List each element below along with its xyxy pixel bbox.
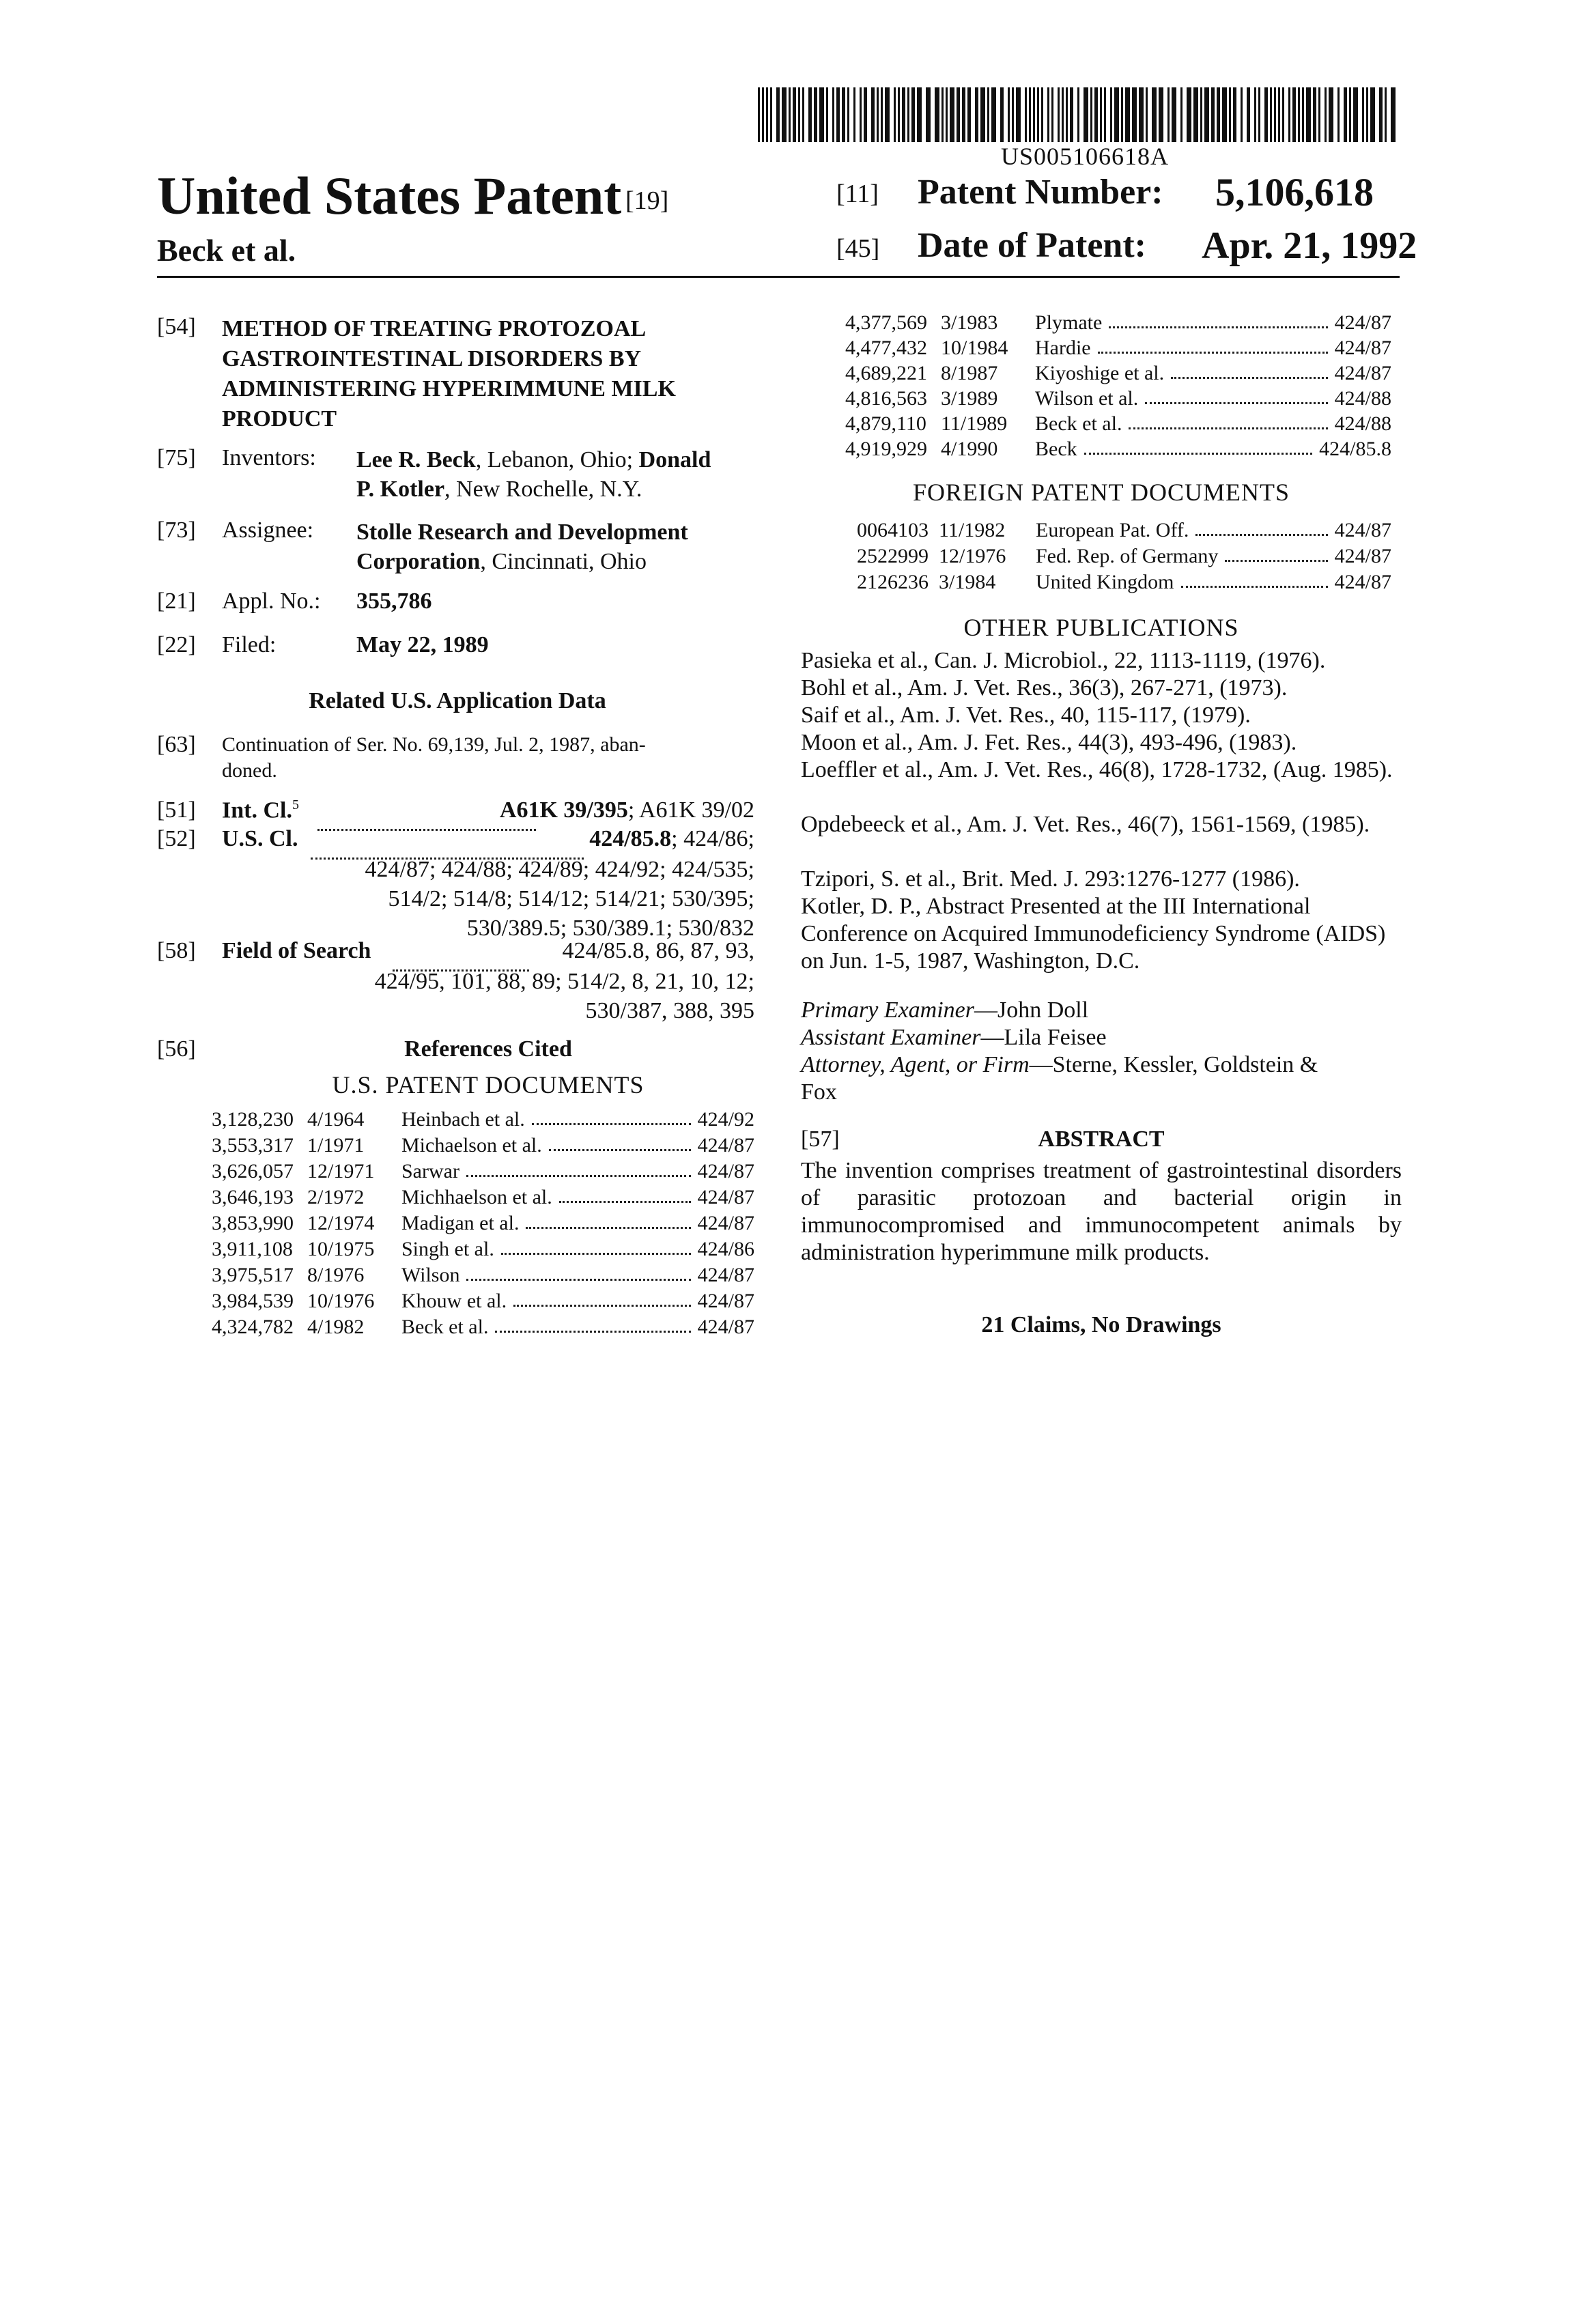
int-cl-code: [51] xyxy=(157,797,196,823)
barcode-bar xyxy=(789,87,791,142)
filed-code: [22] xyxy=(157,632,196,657)
reference-name: Beck xyxy=(1035,438,1077,460)
reference-class: 424/87 xyxy=(697,1290,754,1312)
reference-number: 4,816,563 xyxy=(845,387,927,410)
int-cl-row: Int. Cl.$^5$ A61K 39/395; A61K 39/02 xyxy=(222,797,754,823)
reference-date: 12/1976 xyxy=(939,545,1006,567)
reference-date: 3/1989 xyxy=(941,387,998,410)
reference-number: 3,128,230 xyxy=(212,1108,294,1131)
barcode-bar xyxy=(1104,87,1106,142)
reference-row xyxy=(212,1264,754,1291)
barcode-bar xyxy=(1077,87,1079,142)
barcode-bar xyxy=(898,87,900,142)
reference-date: 1/1971 xyxy=(307,1134,365,1157)
reference-name: Heinbach et al. xyxy=(401,1108,525,1131)
leader-dots xyxy=(466,1264,691,1281)
publication: Tzipori, S. et al., Brit. Med. J. 293:1276-1277 (1986). xyxy=(801,866,1300,892)
refs-code: [56] xyxy=(157,1036,196,1062)
reference-name: Sarwar xyxy=(401,1160,459,1182)
barcode-bar xyxy=(1366,87,1368,142)
barcode-bar xyxy=(1008,87,1010,142)
barcode-bar xyxy=(1282,87,1284,142)
invention-title-line: METHOD OF TREATING PROTOZOAL xyxy=(222,316,647,341)
reference-number: 2126236 xyxy=(857,571,929,593)
reference-number: 4,377,569 xyxy=(845,311,927,334)
barcode-bar xyxy=(1016,87,1021,142)
publication: Bohl et al., Am. J. Vet. Res., 36(3), 267-271, (1973). xyxy=(801,675,1288,700)
barcode-bar xyxy=(1167,87,1170,142)
reference-class: 424/87 xyxy=(697,1316,754,1338)
assignee-label: Assignee: xyxy=(222,518,314,543)
reference-name: Khouw et al. xyxy=(401,1290,507,1312)
patent-title: United States Patent xyxy=(157,166,622,225)
reference-date: 12/1974 xyxy=(307,1212,375,1234)
abstract-text: The invention comprises treatment of gastrointestinal disorders of parasitic protozoan and bacterial origin in immunocompromised and immunocompetent animals by administration hyperimmune milk products. xyxy=(801,1158,1402,1265)
barcode-bar xyxy=(793,87,796,142)
reference-number: 3,911,108 xyxy=(212,1238,293,1260)
barcode-bar xyxy=(1041,87,1043,142)
barcode-bar xyxy=(991,87,996,142)
barcode-bar xyxy=(1370,87,1375,142)
barcode-bar xyxy=(1247,87,1250,142)
barcode-bar xyxy=(776,87,780,142)
barcode-bar xyxy=(1385,87,1387,142)
barcode-bar xyxy=(1187,87,1191,142)
barcode-bar xyxy=(1222,87,1227,142)
barcode-bar xyxy=(1172,87,1176,142)
barcode-bar xyxy=(917,87,922,142)
barcode-bar xyxy=(1337,87,1340,142)
reference-row xyxy=(212,1316,754,1343)
reference-number: 3,646,193 xyxy=(212,1186,294,1208)
reference-name: Wilson et al. xyxy=(1035,387,1139,410)
leader-dots xyxy=(1098,337,1328,354)
reference-row xyxy=(845,362,1391,389)
assignee-code: [73] xyxy=(157,518,196,543)
primary-examiner: Primary Examiner—John Doll xyxy=(801,997,1089,1023)
barcode-bar xyxy=(1325,87,1327,142)
barcode-bar xyxy=(1146,87,1148,142)
reference-number: 3,984,539 xyxy=(212,1290,294,1312)
invention-title-line: GASTROINTESTINAL DISORDERS BY xyxy=(222,346,642,371)
reference-row xyxy=(845,337,1391,364)
us-cl-code: [52] xyxy=(157,826,196,851)
reference-row xyxy=(212,1212,754,1239)
barcode-bar xyxy=(967,87,971,142)
reference-name: Hardie xyxy=(1035,337,1091,359)
barcode-bar xyxy=(1270,87,1272,142)
barcode-bar xyxy=(1047,87,1049,142)
barcode-bar xyxy=(814,87,817,142)
other-heading: OTHER PUBLICATIONS xyxy=(963,614,1239,641)
barcode-bar xyxy=(1264,87,1268,142)
date-code: [45] xyxy=(836,234,880,263)
reference-name: Singh et al. xyxy=(401,1238,494,1260)
assistant-examiner: Assistant Examiner—Lila Feisee xyxy=(801,1025,1107,1050)
leader-dots xyxy=(495,1316,691,1333)
reference-name: Beck et al. xyxy=(401,1316,489,1338)
barcode-bar xyxy=(871,87,875,142)
reference-class: 424/87 xyxy=(1334,337,1391,359)
reference-name: European Pat. Off. xyxy=(1036,519,1189,541)
barcode-bar xyxy=(950,87,954,142)
refs-heading: References Cited xyxy=(404,1036,572,1062)
patent-number: 5,106,618 xyxy=(1215,170,1374,214)
filed-label: Filed: xyxy=(222,632,277,657)
reference-date: 8/1976 xyxy=(307,1264,365,1286)
barcode-bar xyxy=(762,87,764,142)
barcode-bar xyxy=(1033,87,1035,142)
reference-row xyxy=(212,1108,754,1135)
barcode-bar xyxy=(1094,87,1098,142)
leader-dots xyxy=(466,1160,691,1177)
barcode-bar xyxy=(1200,87,1202,142)
reference-row xyxy=(845,438,1391,465)
reference-row xyxy=(212,1290,754,1317)
related-heading: Related U.S. Application Data xyxy=(309,688,606,713)
leader-dots xyxy=(1225,545,1328,562)
barcode-bar xyxy=(1211,87,1215,142)
reference-number: 3,553,317 xyxy=(212,1134,294,1157)
field-search-code: [58] xyxy=(157,938,196,963)
barcode-bar xyxy=(877,87,879,142)
barcode-bar xyxy=(758,87,760,142)
barcode-bar xyxy=(980,87,985,142)
barcode-bar xyxy=(864,87,867,142)
reference-class: 424/86 xyxy=(697,1238,754,1260)
barcode-bar xyxy=(770,87,772,142)
reference-number: 3,975,517 xyxy=(212,1264,294,1286)
barcode-bar xyxy=(926,87,931,142)
reference-name: Plymate xyxy=(1035,311,1103,334)
barcode-bar xyxy=(987,87,989,142)
reference-number: 4,879,110 xyxy=(845,412,926,435)
barcode-bar xyxy=(819,87,824,142)
barcode-bar xyxy=(1152,87,1157,142)
reference-date: 11/1989 xyxy=(941,412,1008,435)
reference-date: 4/1982 xyxy=(307,1316,365,1338)
barcode-bar xyxy=(1233,87,1236,142)
barcode-bar xyxy=(1000,87,1004,142)
attorney: Attorney, Agent, or Firm—Sterne, Kessler, Goldstein & Fox xyxy=(801,1052,1318,1105)
barcode-bar xyxy=(798,87,800,142)
barcode-bar xyxy=(836,87,840,142)
barcode-bar xyxy=(1344,87,1347,142)
reference-number: 3,853,990 xyxy=(212,1212,294,1234)
reference-class: 424/88 xyxy=(1334,412,1391,435)
reference-number: 4,324,782 xyxy=(212,1316,294,1338)
related-text: Continuation of Ser. No. 69,139, Jul. 2, 1987, aban- doned. xyxy=(222,733,646,782)
patent-number-label: Patent Number: xyxy=(918,173,1163,212)
title-field-code: [54] xyxy=(157,314,196,339)
reference-class: 424/88 xyxy=(1334,387,1391,410)
reference-number: 4,919,929 xyxy=(845,438,927,460)
barcode-bar xyxy=(1379,87,1383,142)
invention-title xyxy=(222,314,754,434)
reference-name: Michaelson et al. xyxy=(401,1134,542,1157)
reference-name: Wilson xyxy=(401,1264,460,1286)
reference-date: 10/1984 xyxy=(941,337,1008,359)
reference-class: 424/87 xyxy=(1334,311,1391,334)
reference-date: 10/1976 xyxy=(307,1290,375,1312)
reference-name: Kiyoshige et al. xyxy=(1035,362,1165,384)
leader-dots xyxy=(559,1186,691,1203)
barcode-bar xyxy=(1139,87,1144,142)
reference-row xyxy=(212,1160,754,1187)
barcode-bar xyxy=(1329,87,1333,142)
barcode-bar xyxy=(1132,87,1137,142)
inventors-code: [75] xyxy=(157,445,196,470)
publication: Loeffler et al., Am. J. Vet. Res., 46(8), 1728-1732, (Aug. 1985). xyxy=(801,757,1393,782)
us-docs-heading: U.S. PATENT DOCUMENTS xyxy=(332,1071,645,1099)
publication: Opdebeeck et al., Am. J. Vet. Res., 46(7), 1561-1569, (1985). xyxy=(801,812,1370,837)
reference-date: 11/1982 xyxy=(939,519,1006,541)
reference-class: 424/87 xyxy=(697,1160,754,1182)
barcode-bar xyxy=(1070,87,1073,142)
barcode-bar xyxy=(832,87,834,142)
barcode-number: US005106618A xyxy=(1001,143,1170,170)
reference-class: 424/87 xyxy=(1334,362,1391,384)
barcode-bar xyxy=(1051,87,1053,142)
reference-class: 424/85.8 xyxy=(1319,438,1391,460)
reference-class: 424/92 xyxy=(697,1108,754,1131)
reference-name: Beck et al. xyxy=(1035,412,1122,435)
barcode-bar xyxy=(766,87,768,142)
barcode-bar xyxy=(975,87,978,142)
barcode-bar xyxy=(1159,87,1163,142)
reference-date: 12/1971 xyxy=(307,1160,375,1182)
barcode-bar xyxy=(1193,87,1198,142)
barcode-bar xyxy=(1100,87,1102,142)
claims-summary: 21 Claims, No Drawings xyxy=(981,1312,1221,1337)
appl-number: 355,786 xyxy=(356,589,432,614)
us-cl-row: U.S. Cl. 424/85.8; 424/86; xyxy=(222,826,754,852)
date-label: Date of Patent: xyxy=(918,226,1146,265)
inventors-label: Inventors: xyxy=(222,445,316,470)
barcode-bar xyxy=(1391,87,1396,142)
reference-date: 2/1972 xyxy=(307,1186,365,1208)
barcode-bar xyxy=(911,87,915,142)
barcode-bar xyxy=(1012,87,1014,142)
reference-row xyxy=(857,545,1391,572)
reference-class: 424/87 xyxy=(1334,545,1391,567)
title-code: [19] xyxy=(625,186,669,215)
barcode-bar xyxy=(1254,87,1256,142)
barcode-bar xyxy=(1058,87,1060,142)
reference-number: 4,477,432 xyxy=(845,337,927,359)
barcode-bar xyxy=(847,87,849,142)
reference-row xyxy=(857,571,1391,598)
barcode-bar xyxy=(1306,87,1311,142)
barcode-bar xyxy=(935,87,939,142)
leader-dots xyxy=(1195,519,1328,536)
date-of-patent: Apr. 21, 1992 xyxy=(1202,225,1417,267)
barcode-bar xyxy=(1180,87,1183,142)
leader-dots xyxy=(1181,571,1328,588)
barcode-bar xyxy=(1029,87,1031,142)
barcode-bar xyxy=(1302,87,1304,142)
barcode-bar xyxy=(1217,87,1220,142)
reference-row xyxy=(845,387,1391,414)
barcode-bar xyxy=(1258,87,1260,142)
reference-class: 424/87 xyxy=(697,1186,754,1208)
leader-dots xyxy=(1084,438,1312,455)
reference-date: 8/1987 xyxy=(941,362,998,384)
reference-row xyxy=(212,1238,754,1265)
reference-name: Fed. Rep. of Germany xyxy=(1036,545,1219,567)
header-rule xyxy=(157,276,1400,278)
barcode-bar xyxy=(1278,87,1280,142)
barcode-bar xyxy=(1292,87,1296,142)
barcode-bar xyxy=(826,87,828,142)
barcode-bar xyxy=(1353,87,1358,142)
barcode-bar xyxy=(860,87,862,142)
field-search-row: Field of Search 424/85.8, 86, 87, 93, xyxy=(222,938,754,964)
reference-class: 424/87 xyxy=(697,1264,754,1286)
patent-number-code: [11] xyxy=(836,180,879,208)
barcode-bar xyxy=(782,87,787,142)
barcode-bar xyxy=(1241,87,1243,142)
barcode-bar xyxy=(1037,87,1039,142)
reference-row xyxy=(857,519,1391,546)
leader-dots xyxy=(526,1212,691,1229)
barcode-bar xyxy=(962,87,965,142)
abstract-heading: ABSTRACT xyxy=(1038,1126,1165,1152)
barcode-bar xyxy=(1313,87,1316,142)
barcode-bar xyxy=(808,87,812,142)
reference-date: 4/1964 xyxy=(307,1108,365,1131)
barcode-bar xyxy=(881,87,883,142)
appl-code: [21] xyxy=(157,589,196,614)
reference-date: 3/1983 xyxy=(941,311,998,334)
barcode-bar xyxy=(1318,87,1320,142)
reference-class: 424/87 xyxy=(697,1212,754,1234)
field-search-lines: 424/95, 101, 88, 89; 514/2, 8, 21, 10, 12; 530/387, 388, 395 xyxy=(374,969,754,1023)
barcode-bar xyxy=(1066,87,1068,142)
barcode-bar xyxy=(957,87,960,142)
barcode-bar xyxy=(946,87,948,142)
leader-dots xyxy=(1129,412,1328,429)
barcode-bar xyxy=(842,87,845,142)
reference-class: 424/87 xyxy=(1334,519,1391,541)
reference-number: 3,626,057 xyxy=(212,1160,294,1182)
barcode-bar xyxy=(894,87,896,142)
assignee-value: Stolle Research and Development Corporation, Cincinnati, Ohio xyxy=(356,520,688,574)
barcode-bar xyxy=(802,87,804,142)
related-code: [63] xyxy=(157,732,196,757)
barcode-bar xyxy=(1229,87,1231,142)
reference-date: 4/1990 xyxy=(941,438,998,460)
barcode-bar xyxy=(941,87,944,142)
publication: Kotler, D. P., Abstract Presented at the III International Conference on Acquired Immunodeficiency Syndrome (AIDS) on Jun. 1-5, 1987, Washington, D.C. xyxy=(801,894,1386,974)
invention-title-line: ADMINISTERING HYPERIMMUNE MILK xyxy=(222,376,676,401)
barcode-bar xyxy=(907,87,909,142)
reference-row xyxy=(212,1186,754,1213)
us-cl-lines: 424/87; 424/88; 424/89; 424/92; 424/535; 514/2; 514/8; 514/12; 514/21; 530/395; 530/389.5; 530/389.1; 530/832 xyxy=(365,857,754,941)
publication: Saif et al., Am. J. Vet. Res., 40, 115-117, (1979). xyxy=(801,703,1251,728)
filed-date: May 22, 1989 xyxy=(356,632,489,657)
barcode-bar xyxy=(1110,87,1112,142)
barcode-bar xyxy=(1274,87,1276,142)
leader-dots xyxy=(1145,387,1328,404)
barcode-bar xyxy=(1349,87,1351,142)
barcode-bar xyxy=(902,87,905,142)
barcode-bar xyxy=(1298,87,1300,142)
reference-class: 424/87 xyxy=(1334,571,1391,593)
reference-row xyxy=(845,412,1391,440)
barcode-bar xyxy=(1125,87,1130,142)
reference-row xyxy=(212,1134,754,1161)
barcode-bar xyxy=(885,87,890,142)
abstract-code: [57] xyxy=(801,1126,840,1152)
publication: Pasieka et al., Can. J. Microbiol., 22, 1113-1119, (1976). xyxy=(801,648,1326,673)
barcode-bar xyxy=(1062,87,1064,142)
leader-dots xyxy=(1109,311,1328,328)
reference-name: Michhaelson et al. xyxy=(401,1186,552,1208)
foreign-heading: FOREIGN PATENT DOCUMENTS xyxy=(912,479,1290,506)
reference-date: 10/1975 xyxy=(307,1238,375,1260)
reference-number: 0064103 xyxy=(857,519,929,541)
barcode-bar xyxy=(1084,87,1088,142)
barcode-bar xyxy=(1204,87,1209,142)
reference-class: 424/87 xyxy=(697,1134,754,1157)
barcode-bar xyxy=(853,87,855,142)
barcode-bar xyxy=(1362,87,1364,142)
barcode-bar xyxy=(1025,87,1027,142)
invention-title-line: PRODUCT xyxy=(222,406,337,431)
inventors-value: Lee R. Beck, Lebanon, Ohio; Donald P. Kotler, New Rochelle, N.Y. xyxy=(356,447,711,502)
barcode-bar xyxy=(1114,87,1119,142)
barcode-bar xyxy=(1288,87,1290,142)
reference-date: 3/1984 xyxy=(939,571,996,593)
leader-dots xyxy=(501,1238,691,1255)
leader-dots xyxy=(532,1108,691,1125)
leader-dots xyxy=(513,1290,691,1307)
reference-name: Madigan et al. xyxy=(401,1212,520,1234)
reference-number: 4,689,221 xyxy=(845,362,927,384)
leader-dots xyxy=(1171,362,1328,379)
reference-name: United Kingdom xyxy=(1036,571,1174,593)
barcode-bar xyxy=(1090,87,1092,142)
publication: Moon et al., Am. J. Fet. Res., 44(3), 493-496, (1983). xyxy=(801,730,1297,755)
leader-dots xyxy=(549,1134,691,1151)
reference-number: 2522999 xyxy=(857,545,929,567)
authors: Beck et al. xyxy=(157,233,296,268)
barcode-bar xyxy=(1121,87,1123,142)
barcode xyxy=(758,87,1398,142)
appl-label: Appl. No.: xyxy=(222,589,321,614)
reference-row xyxy=(845,311,1391,339)
